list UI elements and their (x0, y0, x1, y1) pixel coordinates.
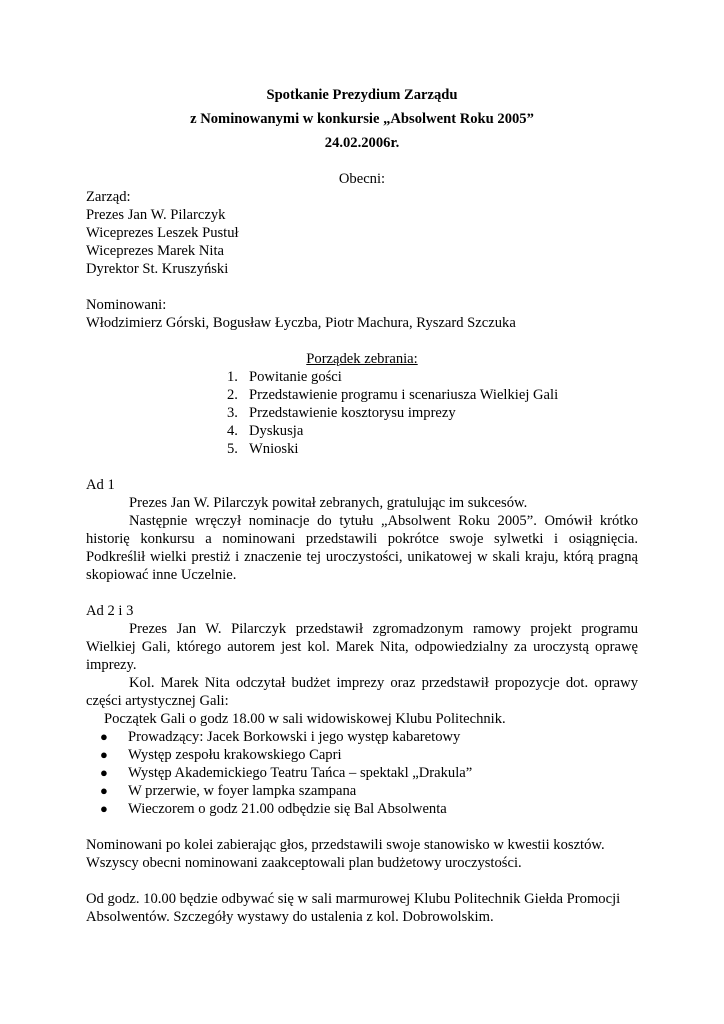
ad1-paragraph: Prezes Jan W. Pilarczyk powitał zebranych, gratulując im sukcesów. (129, 495, 528, 511)
bullet-icon: ● (100, 747, 108, 762)
board-label: Zarząd: (86, 189, 131, 205)
agenda-item: 2. Przedstawienie programu i scenariusza Wielkiej Gali (227, 387, 559, 403)
gala-program-item: ● W przerwie, w foyer lampka szampana (100, 783, 357, 799)
gala-start: Początek Gali o godz 18.00 w sali widowiskowej Klubu Politechnik. (104, 711, 506, 727)
agenda-heading: Porządek zebrania: (306, 351, 418, 367)
gala-program-item: ● Występ zespołu krakowskiego Capri (100, 747, 342, 763)
gala-program-item: ● Wieczorem o godz 21.00 odbędzie się Bal Absolwenta (100, 801, 447, 817)
ad1-heading: Ad 1 (86, 477, 115, 493)
agenda-item: 3. Przedstawienie kosztorysu imprezy (227, 405, 456, 421)
ad23-heading: Ad 2 i 3 (86, 603, 134, 619)
gala-program-item: ● Prowadzący: Jacek Borkowski i jego występ kabaretowy (100, 729, 461, 745)
bullet-icon: ● (100, 765, 108, 780)
board-member: Wiceprezes Leszek Pustuł (86, 225, 239, 241)
agenda-item: 1. Powitanie gości (227, 369, 342, 385)
agenda-item: 4. Dyskusja (227, 423, 304, 439)
attendance-heading: Obecni: (338, 171, 386, 187)
closing-line: Wszyscy obecni nominowani zaakceptowali plan budżetowy uroczystości. (86, 855, 522, 871)
ad23-paragraph: Prezes Jan W. Pilarczyk przedstawił zgromadzonym ramowy projekt programu Wielkiej Gali, którego autorem jest kol. Marek Nita, odpowiedzialny za uroczystą oprawę imprezy. (86, 621, 638, 673)
gala-program-list (86, 728, 638, 818)
board-member: Wiceprezes Marek Nita (86, 243, 224, 259)
closing-line: Nominowani po kolei zabierając głos, przedstawili swoje stanowisko w kwestii kosztów. (86, 837, 605, 853)
bullet-icon: ● (100, 729, 108, 744)
ad1-paragraph: Następnie wręczył nominacje do tytułu „Absolwent Roku 2005”. Omówił krótko historię konkursu a nominowani przedstawili pokrótce swoje sylwetki i osiągnięcia. Podkreślił wielki prestiż i znaczenie tej uroczystości, unikatowej w skali kraju, którą pragną skopiować inne Uczelnie. (86, 513, 638, 583)
title-line-2: z Nominowanymi w konkursie „Absolwent Roku 2005” (190, 111, 534, 127)
gala-program-item: ● Występ Akademickiego Teatru Tańca – spektakl „Drakula” (100, 765, 473, 781)
closing-line: Od godz. 10.00 będzie odbywać się w sali marmurowej Klubu Politechnik Giełda Promocji (86, 891, 621, 907)
bullet-icon: ● (100, 783, 108, 798)
nominees-label: Nominowani: (86, 297, 167, 313)
board-member: Prezes Jan W. Pilarczyk (86, 207, 226, 223)
agenda-item: 5. Wnioski (227, 441, 299, 457)
title-line-1: Spotkanie Prezydium Zarządu (266, 87, 458, 103)
board-member: Dyrektor St. Kruszyński (86, 261, 229, 277)
ad23-paragraph: Kol. Marek Nita odczytał budżet imprezy oraz przedstawił propozycje dot. oprawy części artystycznej Gali: (86, 675, 638, 709)
bullet-icon: ● (100, 801, 108, 816)
agenda-list (86, 368, 638, 458)
meeting-date: 24.02.2006r. (324, 135, 400, 151)
nominees-list: Włodzimierz Górski, Bogusław Łyczba, Piotr Machura, Ryszard Szczuka (86, 315, 516, 331)
closing-line: Absolwentów. Szczegóły wystawy do ustalenia z kol. Dobrowolskim. (86, 909, 494, 925)
